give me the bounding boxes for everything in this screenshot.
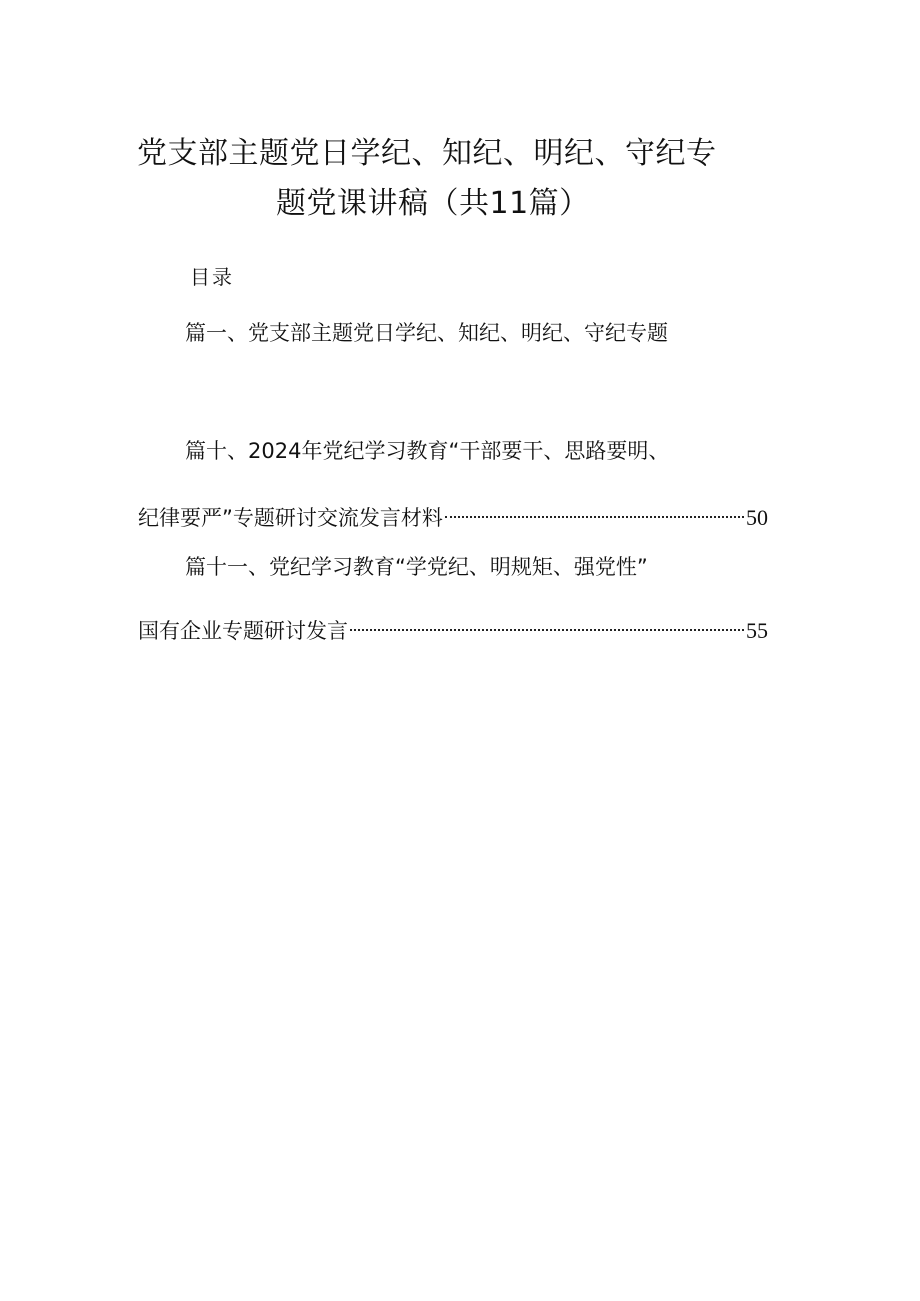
toc-entry-10-line-1[interactable]: 篇十、2024年党纪学习教育“干部要干、思路要明、 <box>185 439 670 463</box>
toc-entry-1-line-1[interactable]: 篇一、党支部主题党日学纪、知纪、明纪、守纪专题 <box>185 321 668 345</box>
document-title-line-1: 党支部主题党日学纪、知纪、明纪、守纪专 <box>137 136 717 171</box>
toc-entry-10-page-number: 50 <box>746 505 768 530</box>
toc-heading: 目录 <box>190 265 234 289</box>
toc-entry-10-line-2[interactable] <box>138 495 768 533</box>
toc-entry-10-text: 纪律要严”专题研讨交流发言材料 <box>138 506 443 530</box>
dot-leader <box>350 608 744 638</box>
document-title-line-2: 题党课讲稿（共11篇） <box>276 186 590 221</box>
toc-entry-11-line-1[interactable]: 篇十一、党纪学习教育“学党纪、明规矩、强党性” <box>185 555 648 579</box>
toc-entry-11-text: 国有企业专题研讨发言 <box>138 619 348 643</box>
toc-entry-11-line-2[interactable] <box>138 608 768 646</box>
toc-entry-11-page-number: 55 <box>746 618 768 643</box>
dot-leader <box>445 495 744 525</box>
